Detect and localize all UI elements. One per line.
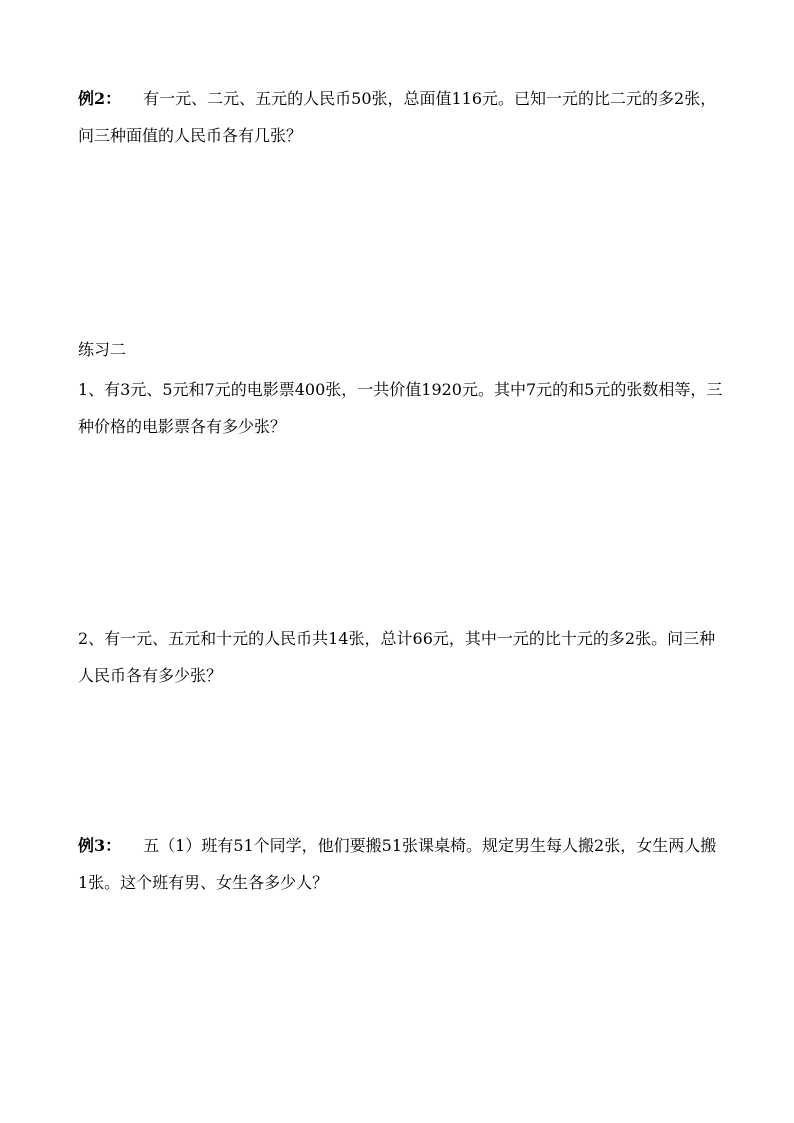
practice-2-question-2: 2、有一元、五元和十元的人民币共14张，总计66元，其中一元的比十元的多2张。问三种人民币各有多少张？ <box>78 629 716 685</box>
example-2-text: 有一元、二元、五元的人民币50张，总面值116元。已知一元的比二元的多2张，问三种面值的人民币各有几张？ <box>78 89 717 145</box>
example-3-text: 五（1）班有51个同学，他们要搬51张课桌椅。规定男生每人搬2张，女生两人搬1张。这个班有男、女生各多少人？ <box>78 836 717 892</box>
example-3 <box>78 827 724 901</box>
practice-2-heading: 练习二 <box>78 340 127 359</box>
example-2 <box>78 80 724 154</box>
practice-2-question-1: 1、有3元、5元和7元的电影票400张，一共价值1920元。其中7元的和5元的张数相等，三种价格的电影票各有多少张？ <box>78 380 723 436</box>
example-3-label: 例3： <box>78 836 122 855</box>
example-2-label: 例2： <box>78 89 122 108</box>
